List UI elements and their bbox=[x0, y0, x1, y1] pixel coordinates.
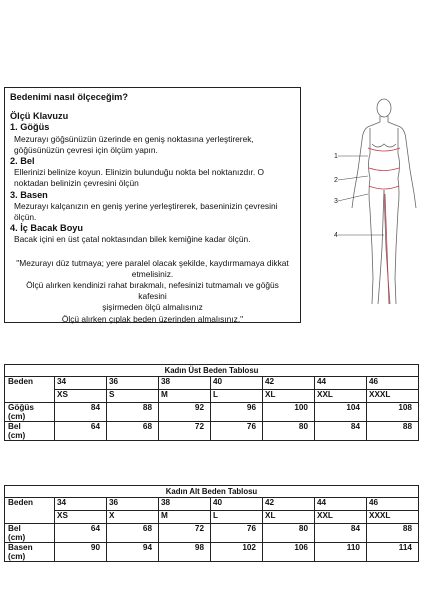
table-cell: 106 bbox=[263, 543, 315, 562]
table-row bbox=[5, 524, 419, 543]
section-waist-line-1: Ellerinizi belinize koyun. Elinizin bulunduğu nokta bel noktanızdır. O bbox=[14, 167, 265, 178]
upper-size: 42 bbox=[263, 377, 315, 390]
table-cell: 88 bbox=[367, 422, 419, 441]
guide-title: Bedenimi nasıl ölçeceğim? bbox=[10, 92, 128, 102]
lower-row-label bbox=[5, 524, 55, 543]
table-cell: 88 bbox=[367, 524, 419, 543]
note-line-5: Ölçü alırken çıplak beden üzerinden almalısınız." bbox=[61, 313, 244, 324]
lower-size: 38 bbox=[159, 498, 211, 511]
row-label-unit: (cm) bbox=[8, 431, 26, 440]
table-cell: 98 bbox=[159, 543, 211, 562]
table-cell: 64 bbox=[55, 524, 107, 543]
lower-size: 42 bbox=[263, 498, 315, 511]
section-inseam-title: 4. İç Bacak Boyu bbox=[10, 223, 84, 234]
section-chest-line-1: Mezurayı göğsünüzün üzerinde en geniş noktasına yerleştirerek, bbox=[14, 133, 254, 144]
figure-label-hip: 3 bbox=[334, 198, 338, 205]
upper-header-label: Beden bbox=[5, 377, 55, 403]
table-cell: 102 bbox=[211, 543, 263, 562]
lower-size: 34 bbox=[55, 498, 107, 511]
table-row bbox=[5, 543, 419, 562]
section-waist-title: 2. Bel bbox=[10, 156, 35, 167]
row-label-line: Bel bbox=[8, 422, 21, 431]
table-cell: 90 bbox=[55, 543, 107, 562]
row-label-unit: (cm) bbox=[8, 552, 26, 561]
upper-letter: XXL bbox=[315, 390, 367, 403]
upper-letter: XL bbox=[263, 390, 315, 403]
lower-letter: M bbox=[159, 511, 211, 524]
table-cell: 108 bbox=[367, 403, 419, 422]
lower-header-label: Beden bbox=[5, 498, 55, 524]
measurement-guide bbox=[4, 87, 301, 323]
lower-letter: XS bbox=[55, 511, 107, 524]
figure-label-inseam: 4 bbox=[334, 232, 338, 239]
table-cell: 110 bbox=[315, 543, 367, 562]
lower-letter: X bbox=[107, 511, 159, 524]
table-cell: 64 bbox=[55, 422, 107, 441]
row-label-unit: (cm) bbox=[8, 533, 26, 542]
note-line-2: etmelisiniz. bbox=[131, 268, 174, 279]
table-cell: 68 bbox=[107, 422, 159, 441]
upper-letter: L bbox=[211, 390, 263, 403]
row-label-line: Göğüs bbox=[8, 403, 34, 412]
table-row bbox=[5, 403, 419, 422]
table-row bbox=[5, 511, 419, 524]
table-cell: 80 bbox=[263, 422, 315, 441]
figure-label-waist: 2 bbox=[334, 177, 338, 184]
table-cell: 72 bbox=[159, 524, 211, 543]
lower-size-table bbox=[4, 485, 419, 562]
guide-note bbox=[10, 258, 295, 325]
table-cell: 96 bbox=[211, 403, 263, 422]
note-line-3: Ölçü alırken kendinizi rahat bırakmalı, nefesinizi tutmamalı ve göğüs kafesini bbox=[26, 280, 279, 302]
section-inseam-line-1: Bacak içini en üst çatal noktasından bilek kemiğine kadar ölçün. bbox=[14, 234, 251, 245]
upper-table-title: Kadın Üst Beden Tablosu bbox=[4, 364, 419, 376]
upper-letter: XXXL bbox=[367, 390, 419, 403]
table-cell: 94 bbox=[107, 543, 159, 562]
upper-size: 34 bbox=[55, 377, 107, 390]
lower-letter: XL bbox=[263, 511, 315, 524]
section-chest-title: 1. Göğüs bbox=[10, 122, 50, 133]
table-cell: 88 bbox=[107, 403, 159, 422]
lower-size: 44 bbox=[315, 498, 367, 511]
table-cell: 92 bbox=[159, 403, 211, 422]
section-hip-line-1: Mezurayı kalçanızın en geniş yerine yerleştirerek, baseninizin çevresini ölçün. bbox=[14, 200, 278, 223]
table-cell: 68 bbox=[107, 524, 159, 543]
table-cell: 80 bbox=[263, 524, 315, 543]
table-row bbox=[5, 498, 419, 511]
body-figure-illustration bbox=[330, 98, 424, 314]
table-cell: 84 bbox=[315, 524, 367, 543]
table-cell: 100 bbox=[263, 403, 315, 422]
section-hip-title: 3. Basen bbox=[10, 189, 48, 200]
table-cell: 84 bbox=[315, 422, 367, 441]
lower-size: 40 bbox=[211, 498, 263, 511]
table-cell: 76 bbox=[211, 524, 263, 543]
upper-row-label bbox=[5, 422, 55, 441]
table-cell: 104 bbox=[315, 403, 367, 422]
table-cell: 114 bbox=[367, 543, 419, 562]
row-label-line: Bel bbox=[8, 524, 21, 533]
lower-letter: L bbox=[211, 511, 263, 524]
note-line-1: "Mezurayı düz tutmaya; yere paralel olacak şekilde, kaydırmamaya dikkat bbox=[16, 257, 289, 268]
upper-size: 36 bbox=[107, 377, 159, 390]
upper-letter: S bbox=[107, 390, 159, 403]
lower-row-label bbox=[5, 543, 55, 562]
upper-row-label bbox=[5, 403, 55, 422]
lower-table-title: Kadın Alt Beden Tablosu bbox=[4, 485, 419, 497]
section-chest-line-2: göğüsünüzün çevresi için ölçüm yapın. bbox=[14, 144, 158, 155]
table-cell: 76 bbox=[211, 422, 263, 441]
section-waist-line-2: noktadan belinizin çevresini ölçün bbox=[14, 178, 139, 189]
upper-size: 40 bbox=[211, 377, 263, 390]
table-cell: 72 bbox=[159, 422, 211, 441]
upper-size-table bbox=[4, 364, 419, 441]
upper-size: 44 bbox=[315, 377, 367, 390]
upper-letter: M bbox=[159, 390, 211, 403]
table-row bbox=[5, 390, 419, 403]
lower-size: 36 bbox=[107, 498, 159, 511]
guide-subtitle: Ölçü Klavuzu bbox=[10, 111, 69, 122]
lower-size: 46 bbox=[367, 498, 419, 511]
note-line-4: şişirmeden ölçü almalısınız bbox=[102, 302, 203, 313]
table-row bbox=[5, 377, 419, 390]
upper-size: 46 bbox=[367, 377, 419, 390]
table-cell: 84 bbox=[55, 403, 107, 422]
lower-letter: XXXL bbox=[367, 511, 419, 524]
row-label-line: Basen bbox=[8, 543, 33, 552]
lower-letter: XXL bbox=[315, 511, 367, 524]
row-label-unit: (cm) bbox=[8, 412, 26, 421]
figure-label-chest: 1 bbox=[334, 153, 338, 160]
upper-size: 38 bbox=[159, 377, 211, 390]
table-row bbox=[5, 422, 419, 441]
upper-letter: XS bbox=[55, 390, 107, 403]
